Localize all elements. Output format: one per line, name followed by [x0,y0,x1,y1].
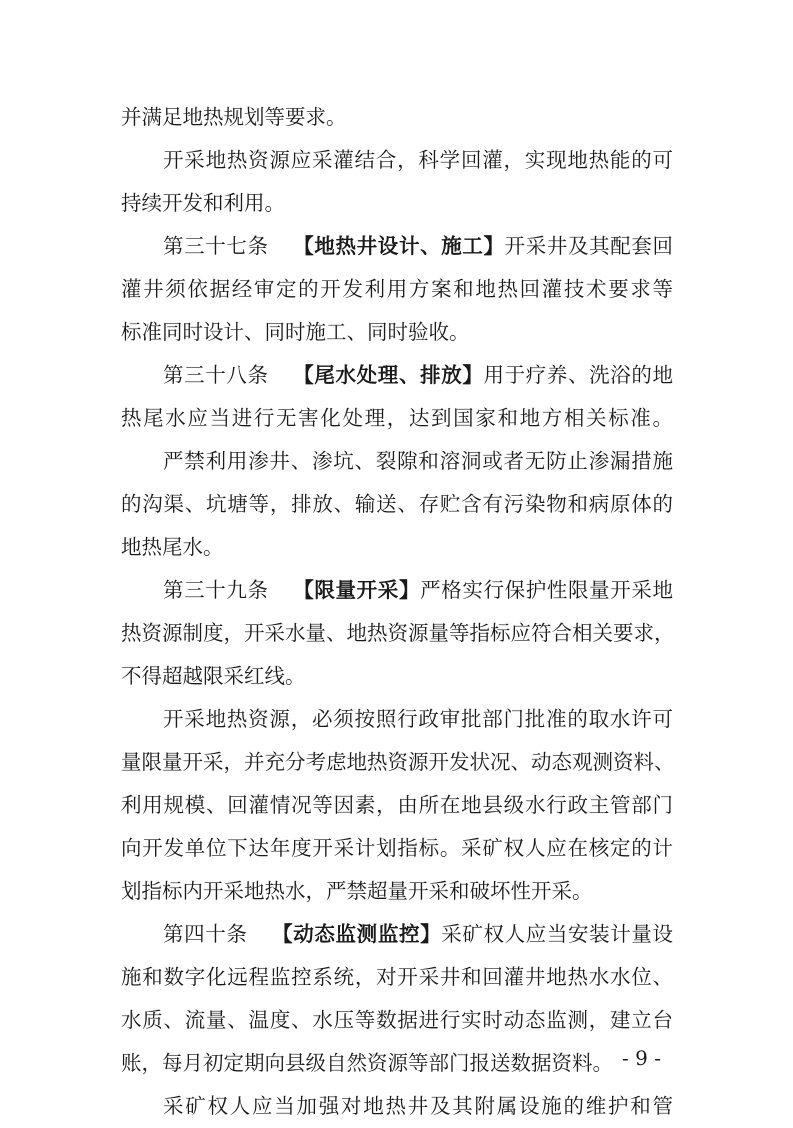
article-heading: 【动态监测监控】 [271,922,442,946]
paragraph-line: 灌井须依据经审定的开发利用方案和地热回灌技术要求等 [121,277,673,301]
paragraph-line: 划指标内开采地热水，严禁超量开采和破坏性开采。 [121,879,593,903]
article-heading: 【尾水处理、排放】 [292,363,484,387]
article-text: 开采井及其配套回 [504,234,674,258]
article-heading: 【限量开采】 [292,578,421,602]
article-38-line [121,354,673,397]
paragraph-line: 地热尾水。 [121,535,224,559]
article-number: 第三十八条 [163,363,269,387]
page-number: - 9 - [622,1046,661,1070]
paragraph-line: 量限量开采，并充分考虑地热资源开发状况、动态观测资料、 [121,750,675,774]
article-number: 第四十条 [163,922,248,946]
paragraph-line: 水质、流量、温度、水压等数据进行实时动态监测，建立台 [121,1008,673,1032]
paragraph-line: 热资源制度，开采水量、地热资源量等指标应符合相关要求， [121,621,675,645]
paragraph-line: 利用规模、回灌情况等因素，由所在地县级水行政主管部门 [121,793,673,817]
paragraph-line: 施和数字化远程监控系统，对开采井和回灌井地热水水位、 [121,965,673,989]
article-40-line [121,913,673,956]
document-body [121,96,673,1128]
paragraph-line: 标准同时设计、同时施工、同时验收。 [121,320,470,344]
article-39-line [121,569,673,612]
paragraph-line: 采矿权人应当加强对地热井及其附属设施的维护和管 [163,1094,673,1118]
article-heading: 【地热井设计、施工】 [292,234,505,258]
paragraph-line: 持续开发和利用。 [121,191,285,215]
paragraph-line: 账，每月初定期向县级自然资源等部门报送数据资料。 [121,1051,613,1075]
paragraph-line: 严禁利用渗井、渗坑、裂隙和溶洞或者无防止渗漏措施 [163,449,673,473]
article-text: 采矿权人应当安装计量设 [441,922,674,946]
paragraph-line: 不得超越限采红线。 [121,664,306,688]
paragraph-line: 热尾水应当进行无害化处理，达到国家和地方相关标准。 [121,406,673,430]
paragraph-line: 向开发单位下达年度开采计划指标。采矿权人应在核定的计 [121,836,673,860]
paragraph-line: 开采地热资源应采灌结合，科学回灌，实现地热能的可 [163,148,673,172]
paragraph-line: 并满足地热规划等要求。 [121,105,347,129]
article-number: 第三十七条 [163,234,269,258]
paragraph-line: 的沟渠、坑塘等，排放、输送、存贮含有污染物和病原体的 [121,492,673,516]
article-text: 用于疗养、洗浴的地 [483,363,674,387]
article-text: 严格实行保护性限量开采地 [420,578,674,602]
article-number: 第三十九条 [163,578,269,602]
article-37-line [121,225,673,268]
paragraph-line: 开采地热资源，必须按照行政审批部门批准的取水许可 [163,707,673,731]
